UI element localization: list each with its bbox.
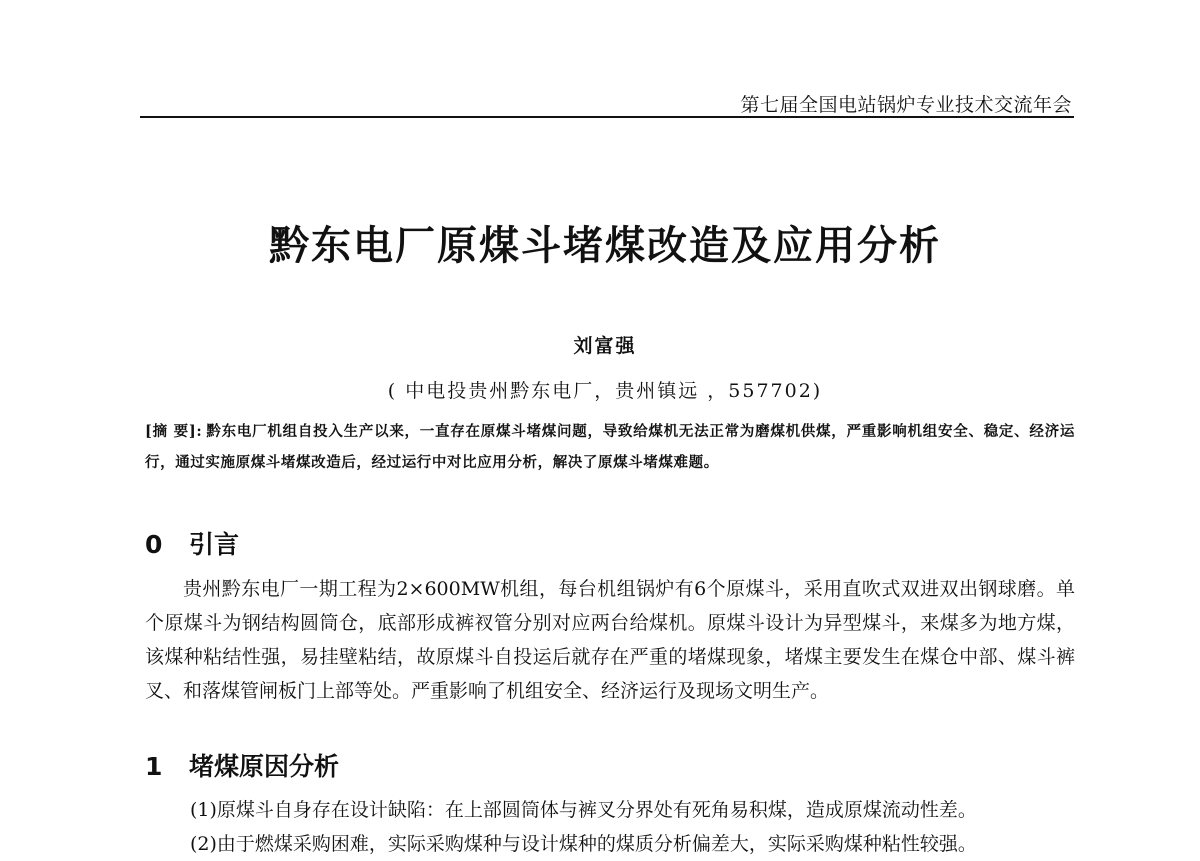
paper-title: 黔东电厂原煤斗堵煤改造及应用分析 (269, 223, 941, 269)
paragraph: 贵州黔东电厂一期工程为2×600MW机组，每台机组锅炉有6个原煤斗，采用直吹式双进双出钢球磨。单个原煤斗为钢结构圆筒仓，底部形成裤衩管分别对应两台给煤机。原煤斗设计为异型煤斗，来煤多为地方煤，该煤种粘结性强，易挂壁粘结，故原煤斗自投运后就存在严重的堵煤现象，堵煤主要发生在煤仓中部、煤斗裤叉、和落煤管闸板门上部等处。严重影响了机组安全、经济运行及现场文明生产。 (145, 578, 1075, 702)
abstract-text: 黔东电厂机组自投入生产以来，一直存在原煤斗堵煤问题，导致给煤机无法正常为磨煤机供煤，严重影响机组安全、稳定、经济运行，通过实施原煤斗堵煤改造后，经过运行中对比应用分析，解决了原煤斗堵煤难题。 (145, 423, 1075, 471)
section-number: 1 (145, 752, 163, 781)
list-item: (2)由于燃煤采购困难，实际采购煤种与设计煤种的煤质分析偏差大，实际采购煤种粘性较强。 (190, 833, 977, 855)
section-heading-introduction (145, 525, 239, 561)
author-affiliation: ( 中电投贵州黔东电厂，贵州镇远 ，557702) (387, 380, 823, 402)
introduction-body (145, 572, 1075, 708)
section-title: 引言 (189, 530, 240, 559)
abstract-label: [摘 要]: (145, 423, 203, 440)
list-item: (1)原煤斗自身存在设计缺陷：在上部圆筒体与裤叉分界处有死角易积煤，造成原煤流动性差。 (190, 799, 977, 821)
author-name: 刘富强 (573, 335, 637, 357)
running-header: 第七届全国电站锅炉专业技术交流年会 (740, 94, 1072, 116)
header-rule (140, 116, 1074, 118)
abstract (145, 416, 1075, 478)
section-number: 0 (145, 530, 163, 559)
section-heading-cause-analysis (145, 747, 339, 783)
section-title: 堵煤原因分析 (189, 752, 340, 781)
